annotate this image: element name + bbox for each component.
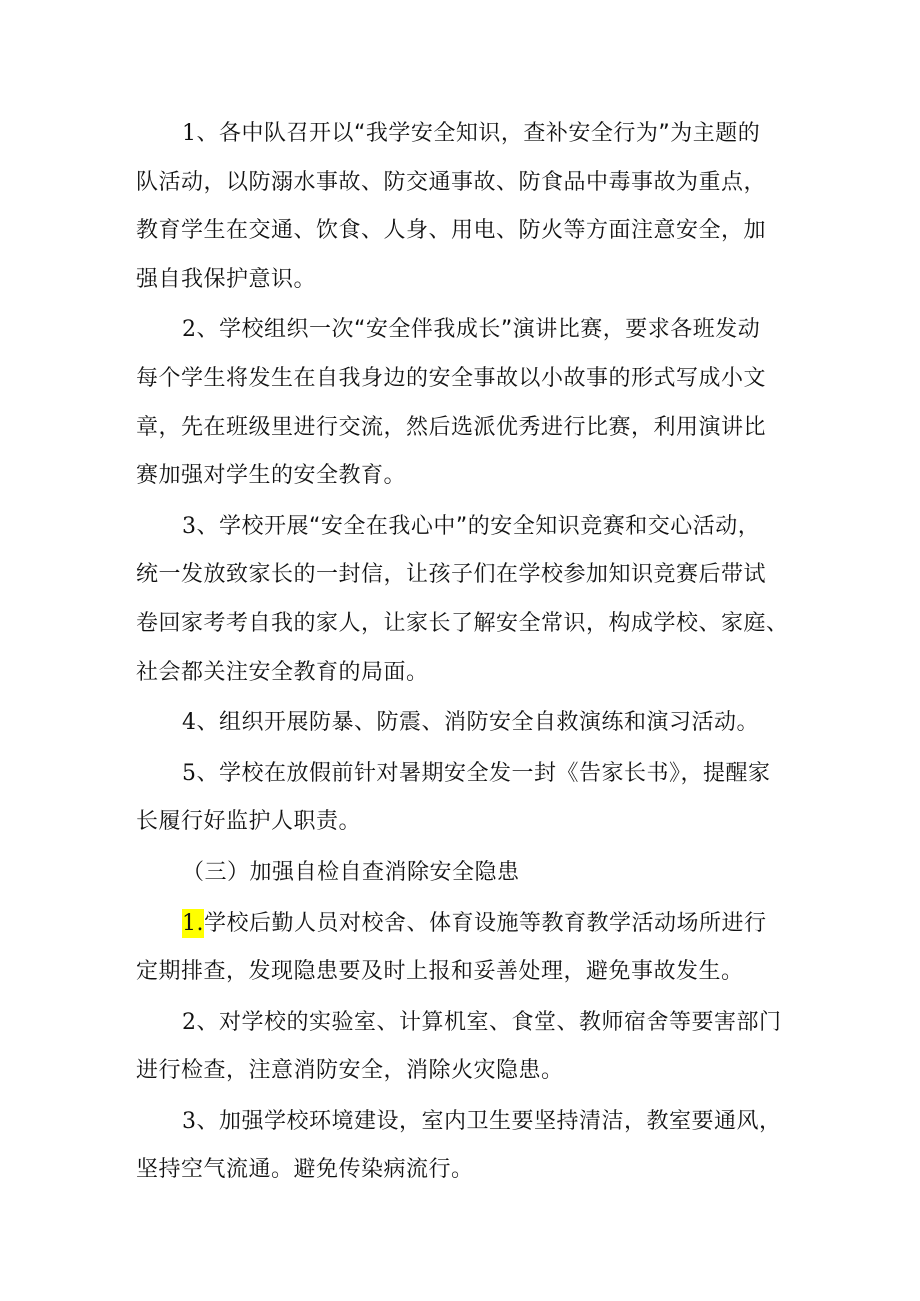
paragraph-line xyxy=(136,798,804,847)
paragraph-line xyxy=(136,849,804,898)
item-number: 2、 xyxy=(182,1009,219,1035)
paragraph-line xyxy=(136,999,804,1048)
line-text: 教育学生在交通、饮食、人身、用电、防火等方面注意安全，加 xyxy=(136,218,767,244)
paragraph-line xyxy=(136,649,804,698)
line-text: 队活动，以防溺水事故、防交通事故、防食品中毒事故为重点， xyxy=(136,169,767,195)
paragraph-line xyxy=(136,600,804,649)
paragraph-line xyxy=(136,452,804,501)
paragraph-line xyxy=(136,1146,804,1195)
item-number: 4、 xyxy=(182,710,219,736)
paragraph-line xyxy=(136,110,804,159)
paragraph-line xyxy=(136,1047,804,1096)
paragraph-line xyxy=(136,900,804,949)
paragraph-line xyxy=(136,256,804,305)
item-number: 1、 xyxy=(182,121,219,146)
paragraph xyxy=(136,999,804,1096)
paragraph xyxy=(136,110,804,304)
paragraph xyxy=(136,1098,804,1195)
line-text: 学校组织一次“安全伴我成长”演讲比赛，要求各班发动 xyxy=(219,317,761,343)
paragraph-line xyxy=(136,207,804,256)
line-text: 学校在放假前针对暑期安全发一封《告家长书》，提醒家 xyxy=(219,760,771,786)
item-number: 2、 xyxy=(182,317,219,343)
line-text: 组织开展防暴、防震、消防安全自救演练和演习活动。 xyxy=(219,710,760,736)
paragraph-line xyxy=(136,404,804,453)
line-text: 加强学校环境建设，室内卫生要坚持清洁，教室要通风， xyxy=(219,1108,782,1134)
highlighted-item-number: 1. xyxy=(182,910,204,936)
line-text: 定期排查，发现隐患要及时上报和妥善处理，避免事故发生。 xyxy=(136,959,744,985)
line-text: 对学校的实验室、计算机室、食堂、教师宿舍等要害部门 xyxy=(219,1009,782,1035)
line-text: 学校后勤人员对校舍、体育设施等教育教学活动场所进行 xyxy=(204,910,767,936)
paragraph-line xyxy=(136,551,804,600)
line-text: （三）加强自检自查消除安全隐患 xyxy=(182,859,520,885)
document-body xyxy=(136,110,804,1197)
line-text: 强自我保护意识。 xyxy=(136,266,317,292)
line-text: 坚持空气流通。避免传染病流行。 xyxy=(136,1157,474,1183)
paragraph xyxy=(136,503,804,697)
paragraph xyxy=(136,306,804,500)
paragraph-line xyxy=(136,159,804,208)
paragraph xyxy=(136,699,804,748)
line-text: 每个学生将发生在自我身边的安全事故以小故事的形式写成小文 xyxy=(136,365,767,391)
item-number: 3、 xyxy=(182,1108,219,1134)
line-text: 统一发放致家长的一封信，让孩子们在学校参加知识竞赛后带试 xyxy=(136,562,767,588)
paragraph-line xyxy=(136,306,804,355)
line-text: 进行检查，注意消防安全，消除火灾隐患。 xyxy=(136,1058,564,1084)
paragraph-line xyxy=(136,355,804,404)
line-text: 长履行好监护人职责。 xyxy=(136,809,362,835)
paragraph xyxy=(136,750,804,847)
paragraph-line xyxy=(136,948,804,997)
item-number: 3、 xyxy=(182,513,219,539)
paragraph-line xyxy=(136,1098,804,1147)
paragraph-line xyxy=(136,750,804,799)
line-text: 学校开展“安全在我心中”的安全知识竞赛和交心活动， xyxy=(219,513,761,539)
line-text: 卷回家考考自我的家人，让家长了解安全常识，构成学校、家庭、 xyxy=(136,610,789,636)
paragraph-line xyxy=(136,503,804,552)
paragraph xyxy=(136,900,804,997)
line-text: 赛加强对学生的安全教育。 xyxy=(136,463,407,489)
line-text: 各中队召开以“我学安全知识，查补安全行为”为主题的 xyxy=(219,121,761,146)
item-number: 5、 xyxy=(182,760,219,786)
paragraph xyxy=(136,849,804,898)
line-text: 社会都关注安全教育的局面。 xyxy=(136,659,429,685)
line-text: 章，先在班级里进行交流，然后选派优秀进行比赛，利用演讲比 xyxy=(136,414,767,440)
paragraph-line xyxy=(136,699,804,748)
